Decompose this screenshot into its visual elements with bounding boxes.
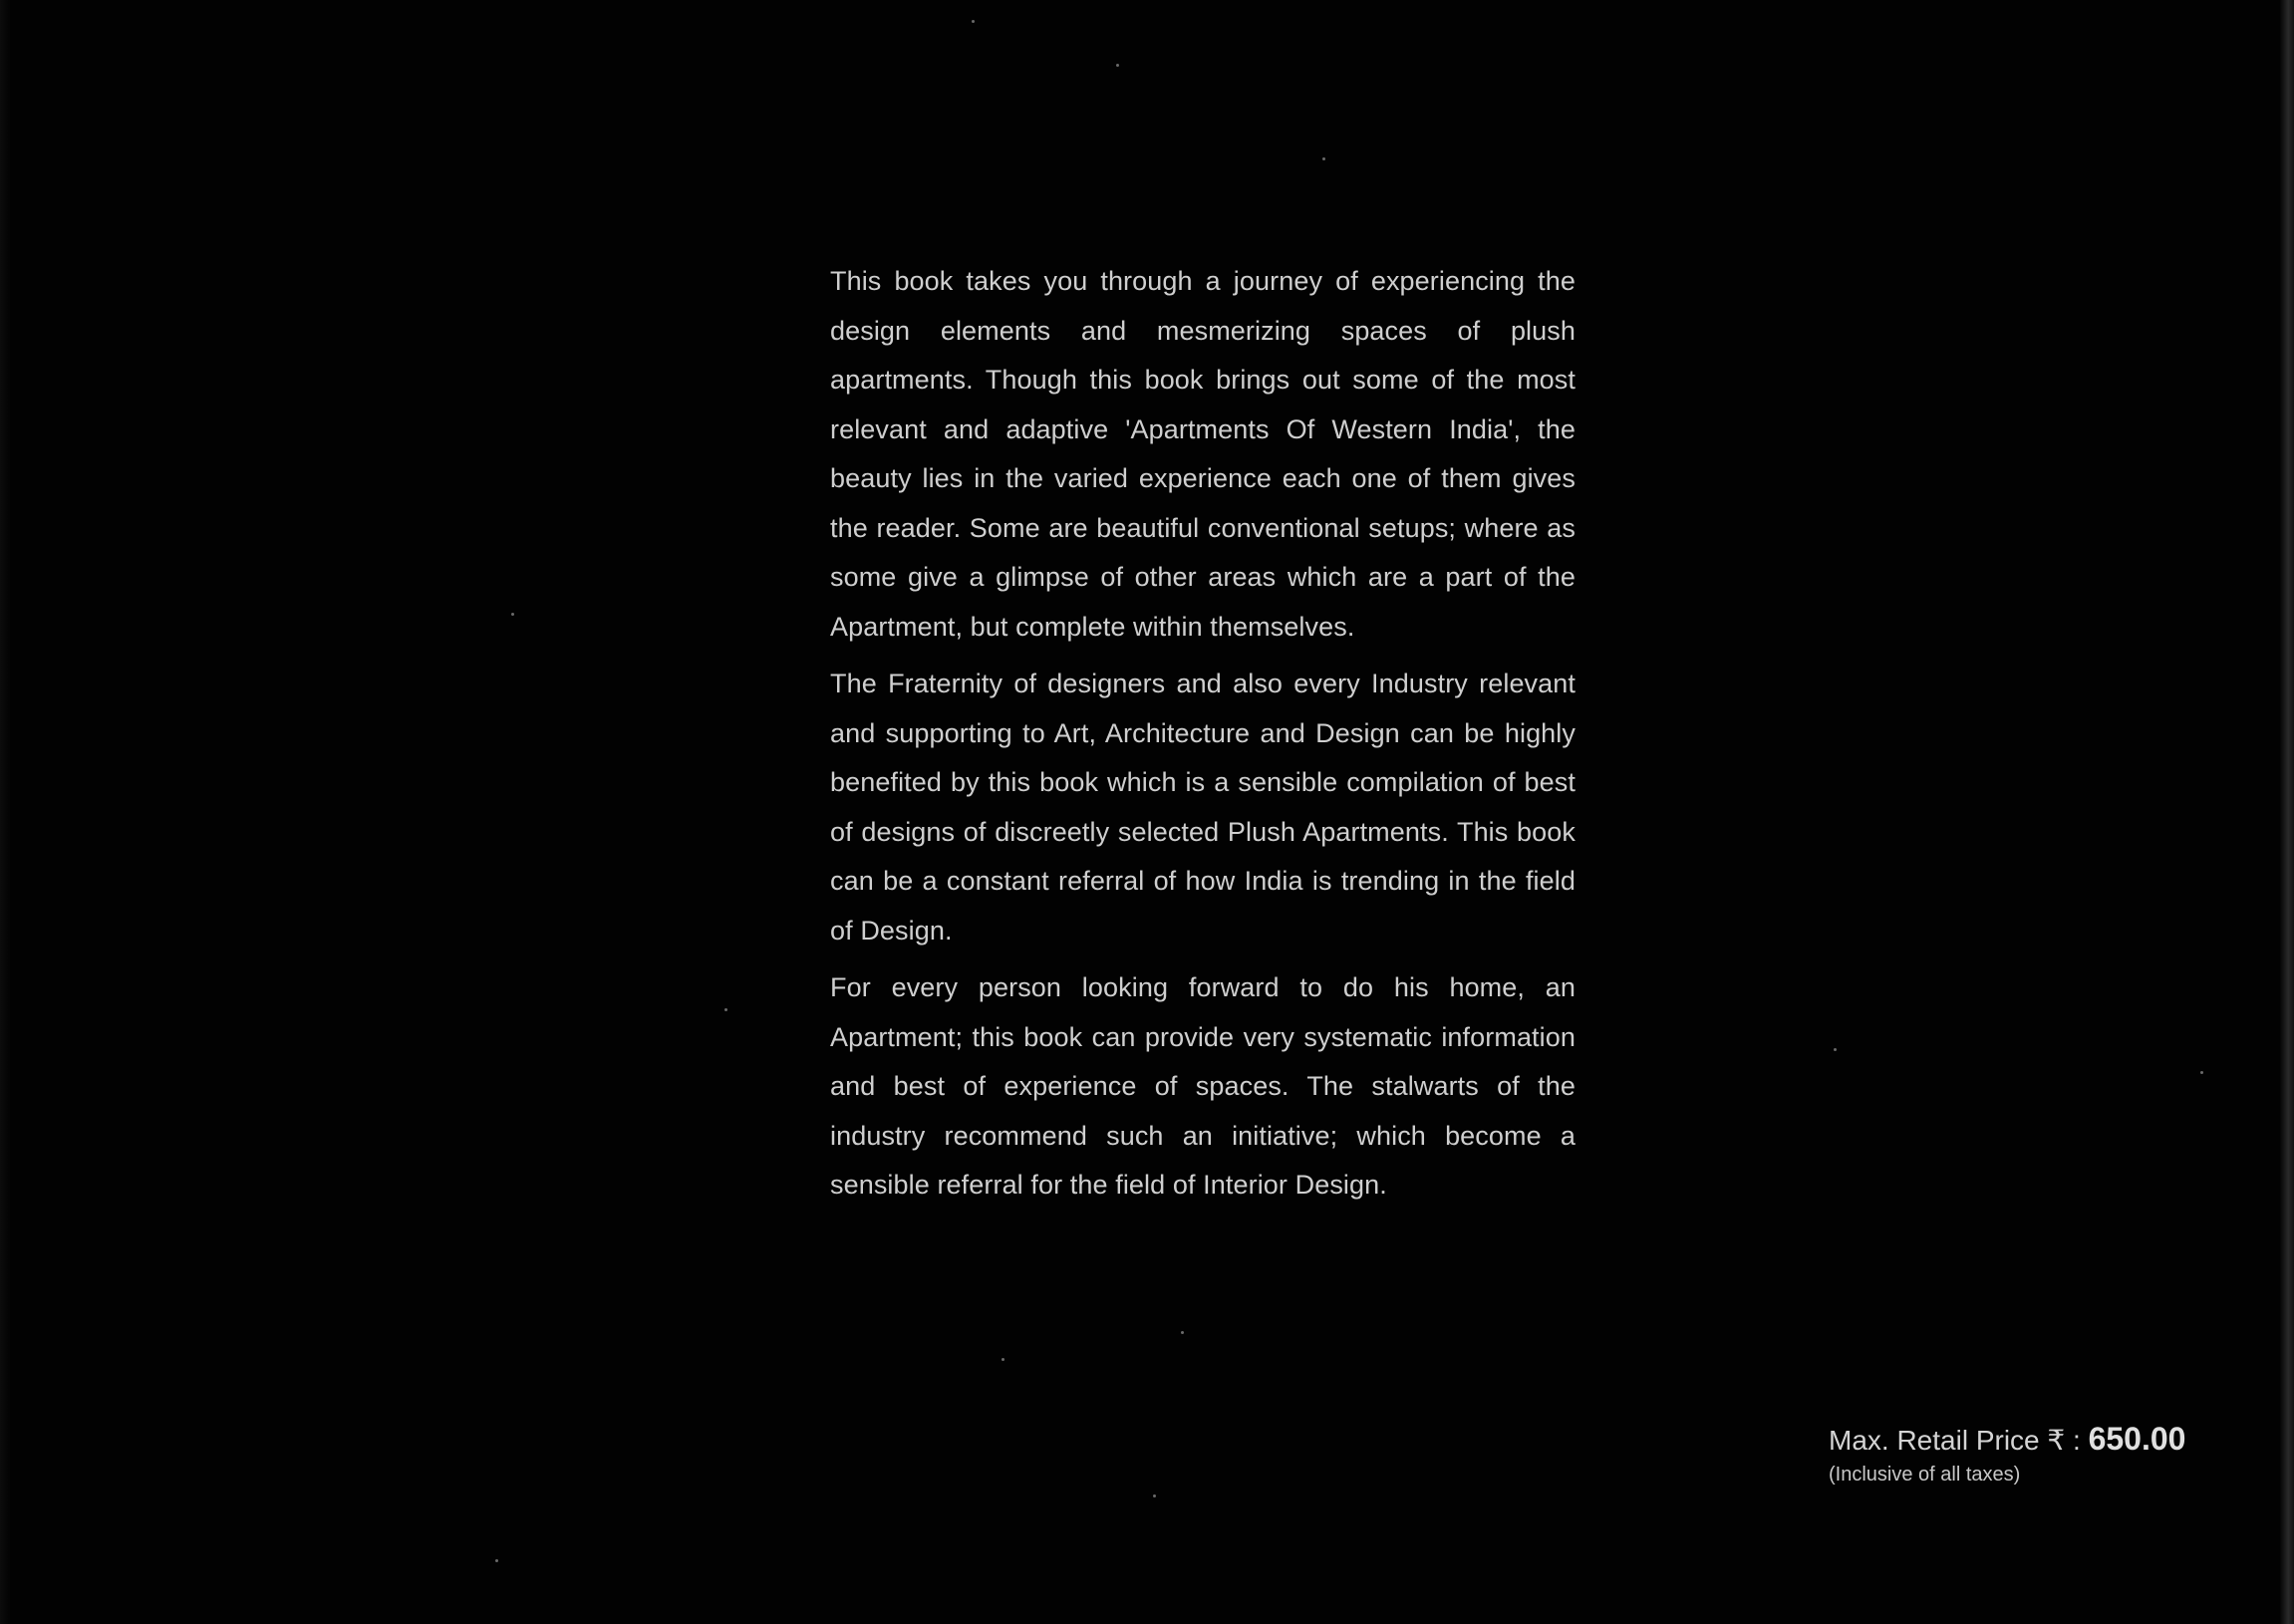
dust-speck: [972, 20, 975, 23]
description-paragraph: The Fraternity of designers and also every Industry relevant and supporting to Art, Architecture and Design can be highly benefited by this book which is a sensible compilation of best of designs of discreetly selected Plush Apartments. This book can be a constant referral of how India is trending in the field of Design.: [830, 669, 1576, 946]
price-tax-note: (Inclusive of all taxes): [1829, 1464, 2021, 1486]
description-paragraph: For every person looking forward to do his home, an Apartment; this book can provide very systematic information and best of experience of spaces. The stalwarts of the industry recommend such an initiative; which become a sensible referral for the field of Interior Design.: [830, 972, 1576, 1200]
price-line: [1829, 1419, 2247, 1461]
cover-description: [830, 257, 1576, 1218]
rupee-symbol: ₹: [2047, 1425, 2066, 1456]
price-label: Max. Retail Price: [1829, 1425, 2040, 1456]
cover-left-edge: [0, 0, 10, 1624]
dust-speck: [2200, 1071, 2203, 1074]
price-block: [1829, 1419, 2247, 1489]
dust-speck: [1181, 1331, 1184, 1334]
dust-speck: [1834, 1048, 1837, 1051]
dust-speck: [1153, 1494, 1156, 1497]
price-separator: :: [2073, 1425, 2081, 1456]
price-value: 650.00: [2088, 1421, 2186, 1457]
cover-spine-edge: [2280, 0, 2294, 1624]
dust-speck: [1002, 1358, 1004, 1361]
description-paragraph: This book takes you through a journey of experiencing the design elements and mesmerizing spaces of plush apartments. Though this book brings out some of the most relevant and adaptive 'Apartments Of Western India', the beauty lies in the varied experience each one of them gives the reader. Some are beautiful conventional setups; where as some give a glimpse of other areas which are a part of the Apartment, but complete within themselves.: [830, 266, 1576, 642]
dust-speck: [1116, 64, 1119, 67]
dust-speck: [511, 613, 514, 616]
dust-speck: [1322, 157, 1325, 160]
dust-speck: [495, 1559, 498, 1562]
dust-speck: [724, 1008, 727, 1011]
